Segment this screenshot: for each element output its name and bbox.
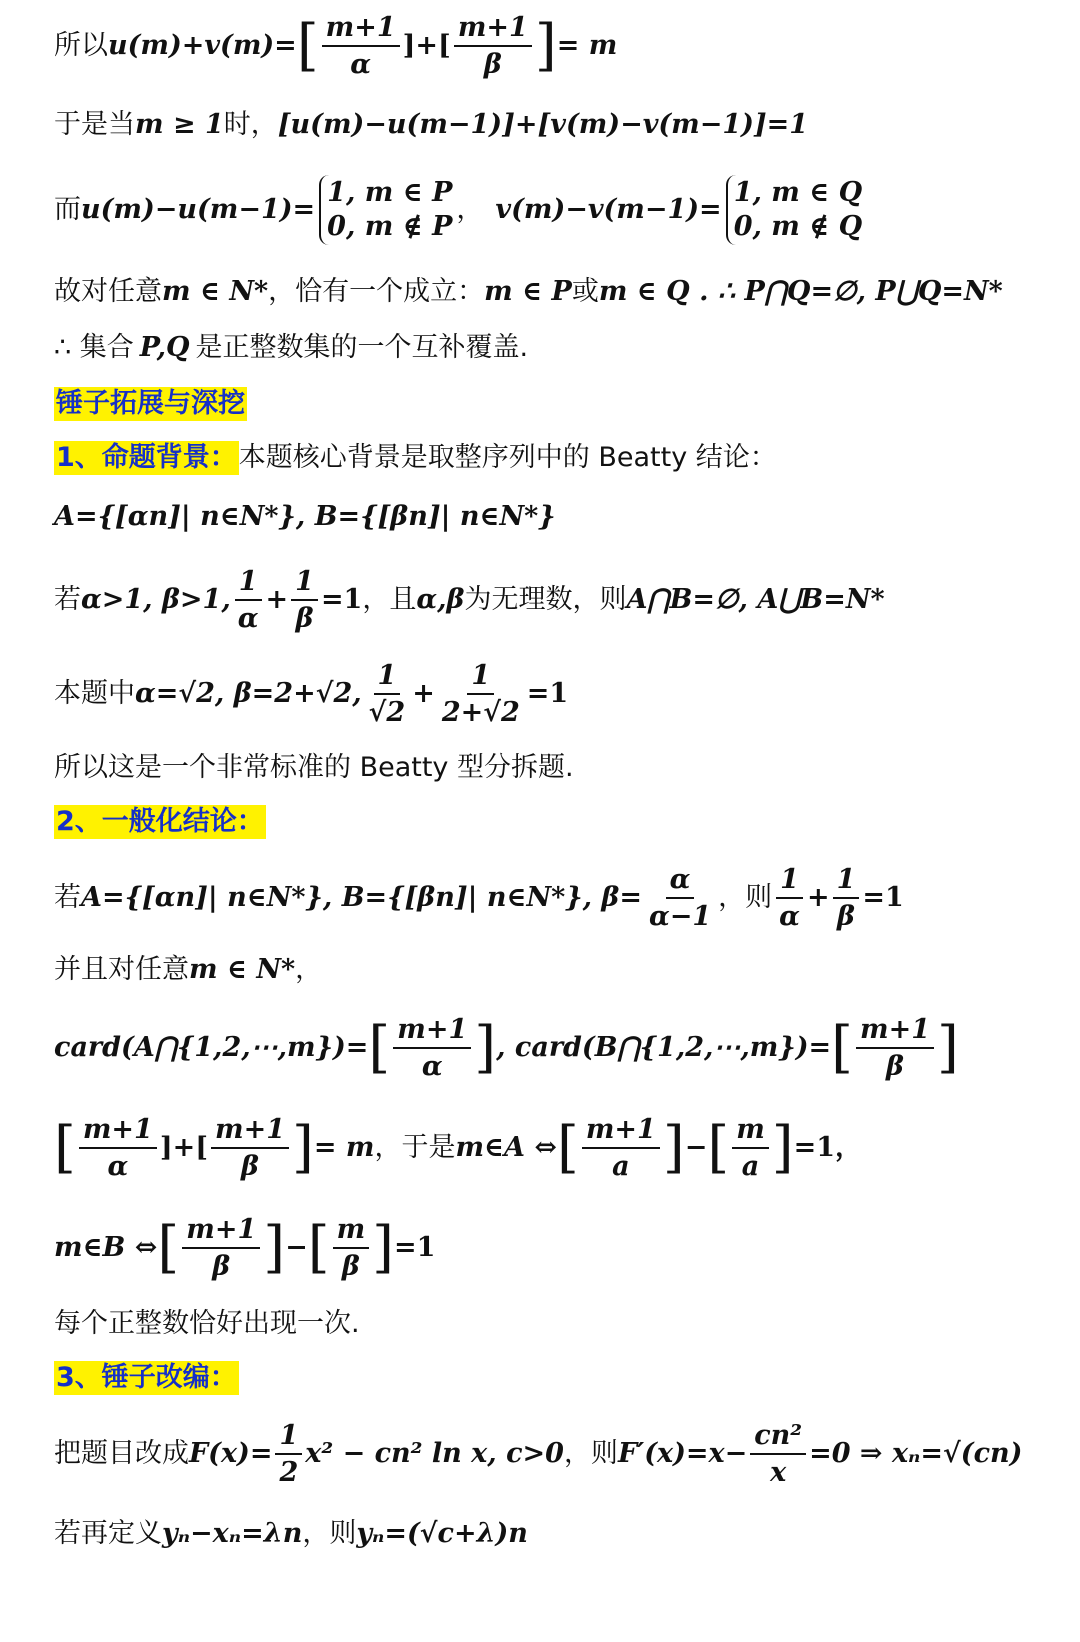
piecewise-brace bbox=[726, 175, 862, 245]
left-floor-bracket: [ bbox=[157, 1215, 180, 1280]
fraction bbox=[182, 1214, 260, 1282]
formula: α>1, β>1, bbox=[81, 584, 231, 616]
text: ∴ 集合 bbox=[54, 332, 134, 364]
text: 若再定义 bbox=[54, 1518, 162, 1550]
denominator: β bbox=[295, 603, 314, 634]
case: 0, m ∉ P bbox=[327, 211, 453, 242]
fraction bbox=[833, 864, 860, 932]
fraction bbox=[856, 1014, 934, 1082]
text: ，则 bbox=[563, 1438, 618, 1470]
formula: u(m)+v(m)= bbox=[108, 30, 297, 62]
numerator: m+1 bbox=[856, 1014, 934, 1049]
numerator: 1 bbox=[291, 566, 318, 601]
denominator: α bbox=[421, 1051, 443, 1082]
formula: m ∈ Q . ∴ P⋂Q=∅, P⋃Q=N* bbox=[598, 276, 1003, 308]
fraction bbox=[79, 1114, 157, 1182]
formula: α=√2, β=2+√2, bbox=[135, 678, 362, 710]
text: 或 bbox=[571, 276, 599, 308]
piecewise-brace bbox=[319, 175, 452, 245]
formula: α,β bbox=[416, 584, 465, 616]
right-floor-bracket: ] bbox=[263, 1215, 286, 1280]
formula: m∈A ⇔ bbox=[455, 1132, 557, 1164]
text: ，则 bbox=[718, 882, 773, 914]
operator: − bbox=[684, 1132, 708, 1164]
left-floor-bracket: [ bbox=[557, 1115, 579, 1180]
text: ，且 bbox=[362, 584, 417, 616]
numerator: m bbox=[732, 1114, 769, 1149]
operator: ]+[ bbox=[402, 30, 451, 62]
section-heading bbox=[54, 382, 1040, 426]
formula: P,Q bbox=[139, 332, 190, 364]
formula: = m bbox=[556, 30, 618, 62]
subheading-label: 1、命题背景： bbox=[56, 442, 237, 474]
line-background bbox=[54, 436, 1040, 480]
operator: ]+[ bbox=[159, 1132, 209, 1164]
denominator: 2 bbox=[279, 1457, 299, 1488]
denominator: 2+√2 bbox=[441, 697, 520, 728]
denominator: α bbox=[107, 1151, 129, 1182]
formula: card(A⋂{1,2,⋯,m})= bbox=[54, 1032, 369, 1064]
text: ，于是 bbox=[374, 1132, 456, 1164]
fraction bbox=[333, 1214, 370, 1282]
formula: m∈B ⇔ bbox=[54, 1232, 158, 1264]
formula: A={[αn]| n∈N*}, B={[βn]| n∈N*} bbox=[54, 501, 556, 533]
left-floor-bracket: [ bbox=[831, 1015, 854, 1080]
fraction bbox=[732, 1114, 769, 1182]
numerator: m bbox=[333, 1214, 370, 1249]
line-membership-b bbox=[54, 1206, 1040, 1290]
left-floor-bracket: [ bbox=[707, 1115, 730, 1180]
right-floor-bracket: ] bbox=[662, 1115, 685, 1180]
fraction bbox=[750, 1420, 806, 1488]
formula: A⋂B=∅, A⋃B=N* bbox=[626, 584, 885, 616]
formula: A={[αn]| n∈N*}, B={[βn]| n∈N*}, β= bbox=[81, 882, 642, 914]
denominator: β bbox=[836, 901, 855, 932]
case: 0, m ∉ Q bbox=[733, 211, 863, 242]
line-beatty-theorem bbox=[54, 560, 1040, 640]
line-any-m bbox=[54, 270, 1040, 314]
fraction bbox=[275, 1420, 302, 1488]
text: 并且对任意 bbox=[54, 954, 189, 986]
formula: [u(m)−u(m−1)]+[v(m)−v(m−1)]=1 bbox=[277, 109, 809, 141]
numerator: m+1 bbox=[79, 1114, 157, 1149]
right-floor-bracket: ] bbox=[474, 1015, 497, 1080]
formula: yₙ−xₙ=λn bbox=[162, 1518, 303, 1550]
text: 是正整数集的一个互补覆盖. bbox=[195, 332, 529, 364]
numerator: α bbox=[666, 864, 695, 899]
formula: = m bbox=[313, 1132, 375, 1164]
fraction bbox=[645, 864, 715, 932]
line-sum-equation bbox=[54, 8, 1040, 84]
fraction bbox=[234, 566, 263, 634]
text: 故对任意 bbox=[54, 276, 162, 308]
line-for-any-m bbox=[54, 950, 1040, 990]
formula: m ∈ N* bbox=[162, 276, 269, 308]
fraction bbox=[775, 864, 804, 932]
left-floor-bracket: [ bbox=[296, 13, 319, 78]
formula: m ≥ 1 bbox=[135, 109, 224, 141]
line-adapt-heading bbox=[54, 1356, 1040, 1400]
numerator: m+1 bbox=[582, 1114, 660, 1149]
numerator: 1 bbox=[374, 660, 401, 695]
line-once-note bbox=[54, 1304, 1040, 1344]
denominator: β bbox=[212, 1251, 231, 1282]
operator: + bbox=[806, 882, 830, 914]
text: 而 bbox=[54, 194, 81, 226]
formula: =1 bbox=[862, 882, 904, 914]
numerator: m+1 bbox=[393, 1014, 471, 1049]
formula: =1 bbox=[320, 584, 363, 616]
text: 若 bbox=[54, 882, 81, 914]
text: 若 bbox=[54, 584, 81, 616]
text: 本题中 bbox=[54, 678, 135, 710]
line-adapted-function bbox=[54, 1412, 1040, 1496]
line-this-problem bbox=[54, 654, 1040, 734]
right-floor-bracket: ] bbox=[372, 1215, 395, 1280]
text: ， bbox=[295, 954, 323, 986]
line-general-heading bbox=[54, 800, 1040, 844]
formula: x² − cn² ln x, c>0 bbox=[305, 1438, 564, 1470]
left-floor-bracket: [ bbox=[54, 1115, 76, 1180]
fraction bbox=[365, 660, 410, 728]
text: ， bbox=[456, 194, 484, 226]
subheading-label: 2、一般化结论： bbox=[56, 806, 264, 838]
line-conclusion bbox=[54, 328, 1040, 368]
subheading-label: 3、锤子改编： bbox=[56, 1362, 237, 1394]
numerator: m+1 bbox=[454, 12, 532, 47]
text: ，则 bbox=[302, 1518, 357, 1550]
denominator: α bbox=[350, 49, 372, 80]
formula: , card(B⋂{1,2,⋯,m})= bbox=[496, 1032, 832, 1064]
right-floor-bracket: ] bbox=[937, 1015, 959, 1080]
text: 所以这是一个非常标准的 Beatty 型分拆题. bbox=[54, 752, 574, 784]
line-set-definition bbox=[54, 492, 1040, 542]
line-cardinality bbox=[54, 1006, 1040, 1090]
right-floor-bracket: ] bbox=[292, 1115, 314, 1180]
formula: u(m)−u(m−1)= bbox=[81, 194, 316, 226]
numerator: m+1 bbox=[322, 12, 400, 47]
case: 1, m ∈ P bbox=[327, 177, 453, 208]
fraction bbox=[393, 1014, 471, 1082]
text: 于是当 bbox=[54, 109, 135, 141]
text: 每个正整数恰好出现一次. bbox=[54, 1308, 360, 1340]
denominator: a bbox=[612, 1151, 630, 1182]
denominator: β bbox=[341, 1251, 360, 1282]
numerator: cn² bbox=[750, 1420, 806, 1455]
numerator: 1 bbox=[467, 660, 494, 695]
operator: + bbox=[265, 584, 289, 616]
fraction bbox=[322, 12, 400, 80]
text: 把题目改成 bbox=[54, 1438, 189, 1470]
formula: m ∈ P bbox=[484, 276, 572, 308]
formula: m ∈ N* bbox=[189, 954, 296, 986]
operator: + bbox=[412, 678, 435, 710]
left-floor-bracket: [ bbox=[307, 1215, 330, 1280]
denominator: β bbox=[886, 1051, 904, 1082]
numerator: 1 bbox=[776, 864, 803, 899]
right-floor-bracket: ] bbox=[534, 13, 557, 78]
formula: =0 ⇒ xₙ=√(cn) bbox=[809, 1438, 1023, 1470]
line-difference-sum bbox=[54, 100, 1040, 150]
heading-title: 锤子拓展与深挖 bbox=[56, 388, 245, 420]
fraction bbox=[211, 1114, 289, 1182]
line-standard-note bbox=[54, 748, 1040, 788]
denominator: α bbox=[779, 901, 800, 932]
formula: yₙ=(√c+λ)n bbox=[356, 1518, 528, 1550]
fraction bbox=[438, 660, 524, 728]
fraction bbox=[454, 12, 532, 80]
formula: F′(x)=x− bbox=[617, 1438, 748, 1470]
denominator: α bbox=[237, 603, 259, 634]
text: 时， bbox=[223, 109, 278, 141]
fraction bbox=[582, 1114, 660, 1182]
numerator: 1 bbox=[833, 864, 860, 899]
text: 本题核心背景是取整序列中的 Beatty 结论： bbox=[238, 442, 777, 474]
denominator: x bbox=[770, 1457, 787, 1488]
line-general-statement bbox=[54, 858, 1040, 938]
denominator: √2 bbox=[368, 697, 406, 728]
left-floor-bracket: [ bbox=[368, 1015, 391, 1080]
numerator: 1 bbox=[275, 1420, 302, 1455]
denominator: a bbox=[741, 1151, 760, 1182]
denominator: α−1 bbox=[648, 901, 712, 932]
formula: =1 bbox=[526, 678, 569, 710]
fraction bbox=[291, 566, 318, 634]
text: 所以 bbox=[54, 30, 108, 62]
formula: F(x)= bbox=[189, 1438, 273, 1470]
denominator: β bbox=[483, 49, 502, 80]
text: 为无理数，则 bbox=[464, 584, 627, 616]
denominator: β bbox=[241, 1151, 259, 1182]
numerator: 1 bbox=[235, 566, 262, 601]
formula: v(m)−v(m−1)= bbox=[495, 194, 722, 226]
numerator: m+1 bbox=[182, 1214, 260, 1249]
line-define-y bbox=[54, 1506, 1040, 1562]
line-membership-a bbox=[54, 1106, 1040, 1190]
formula: =1 bbox=[394, 1232, 436, 1264]
text: ，恰有一个成立： bbox=[268, 276, 485, 308]
operator: − bbox=[285, 1232, 308, 1264]
numerator: m+1 bbox=[211, 1114, 289, 1149]
case: 1, m ∈ Q bbox=[733, 177, 863, 208]
line-piecewise bbox=[54, 170, 1040, 250]
right-floor-bracket: ] bbox=[771, 1115, 794, 1180]
formula: =1， bbox=[793, 1132, 863, 1164]
